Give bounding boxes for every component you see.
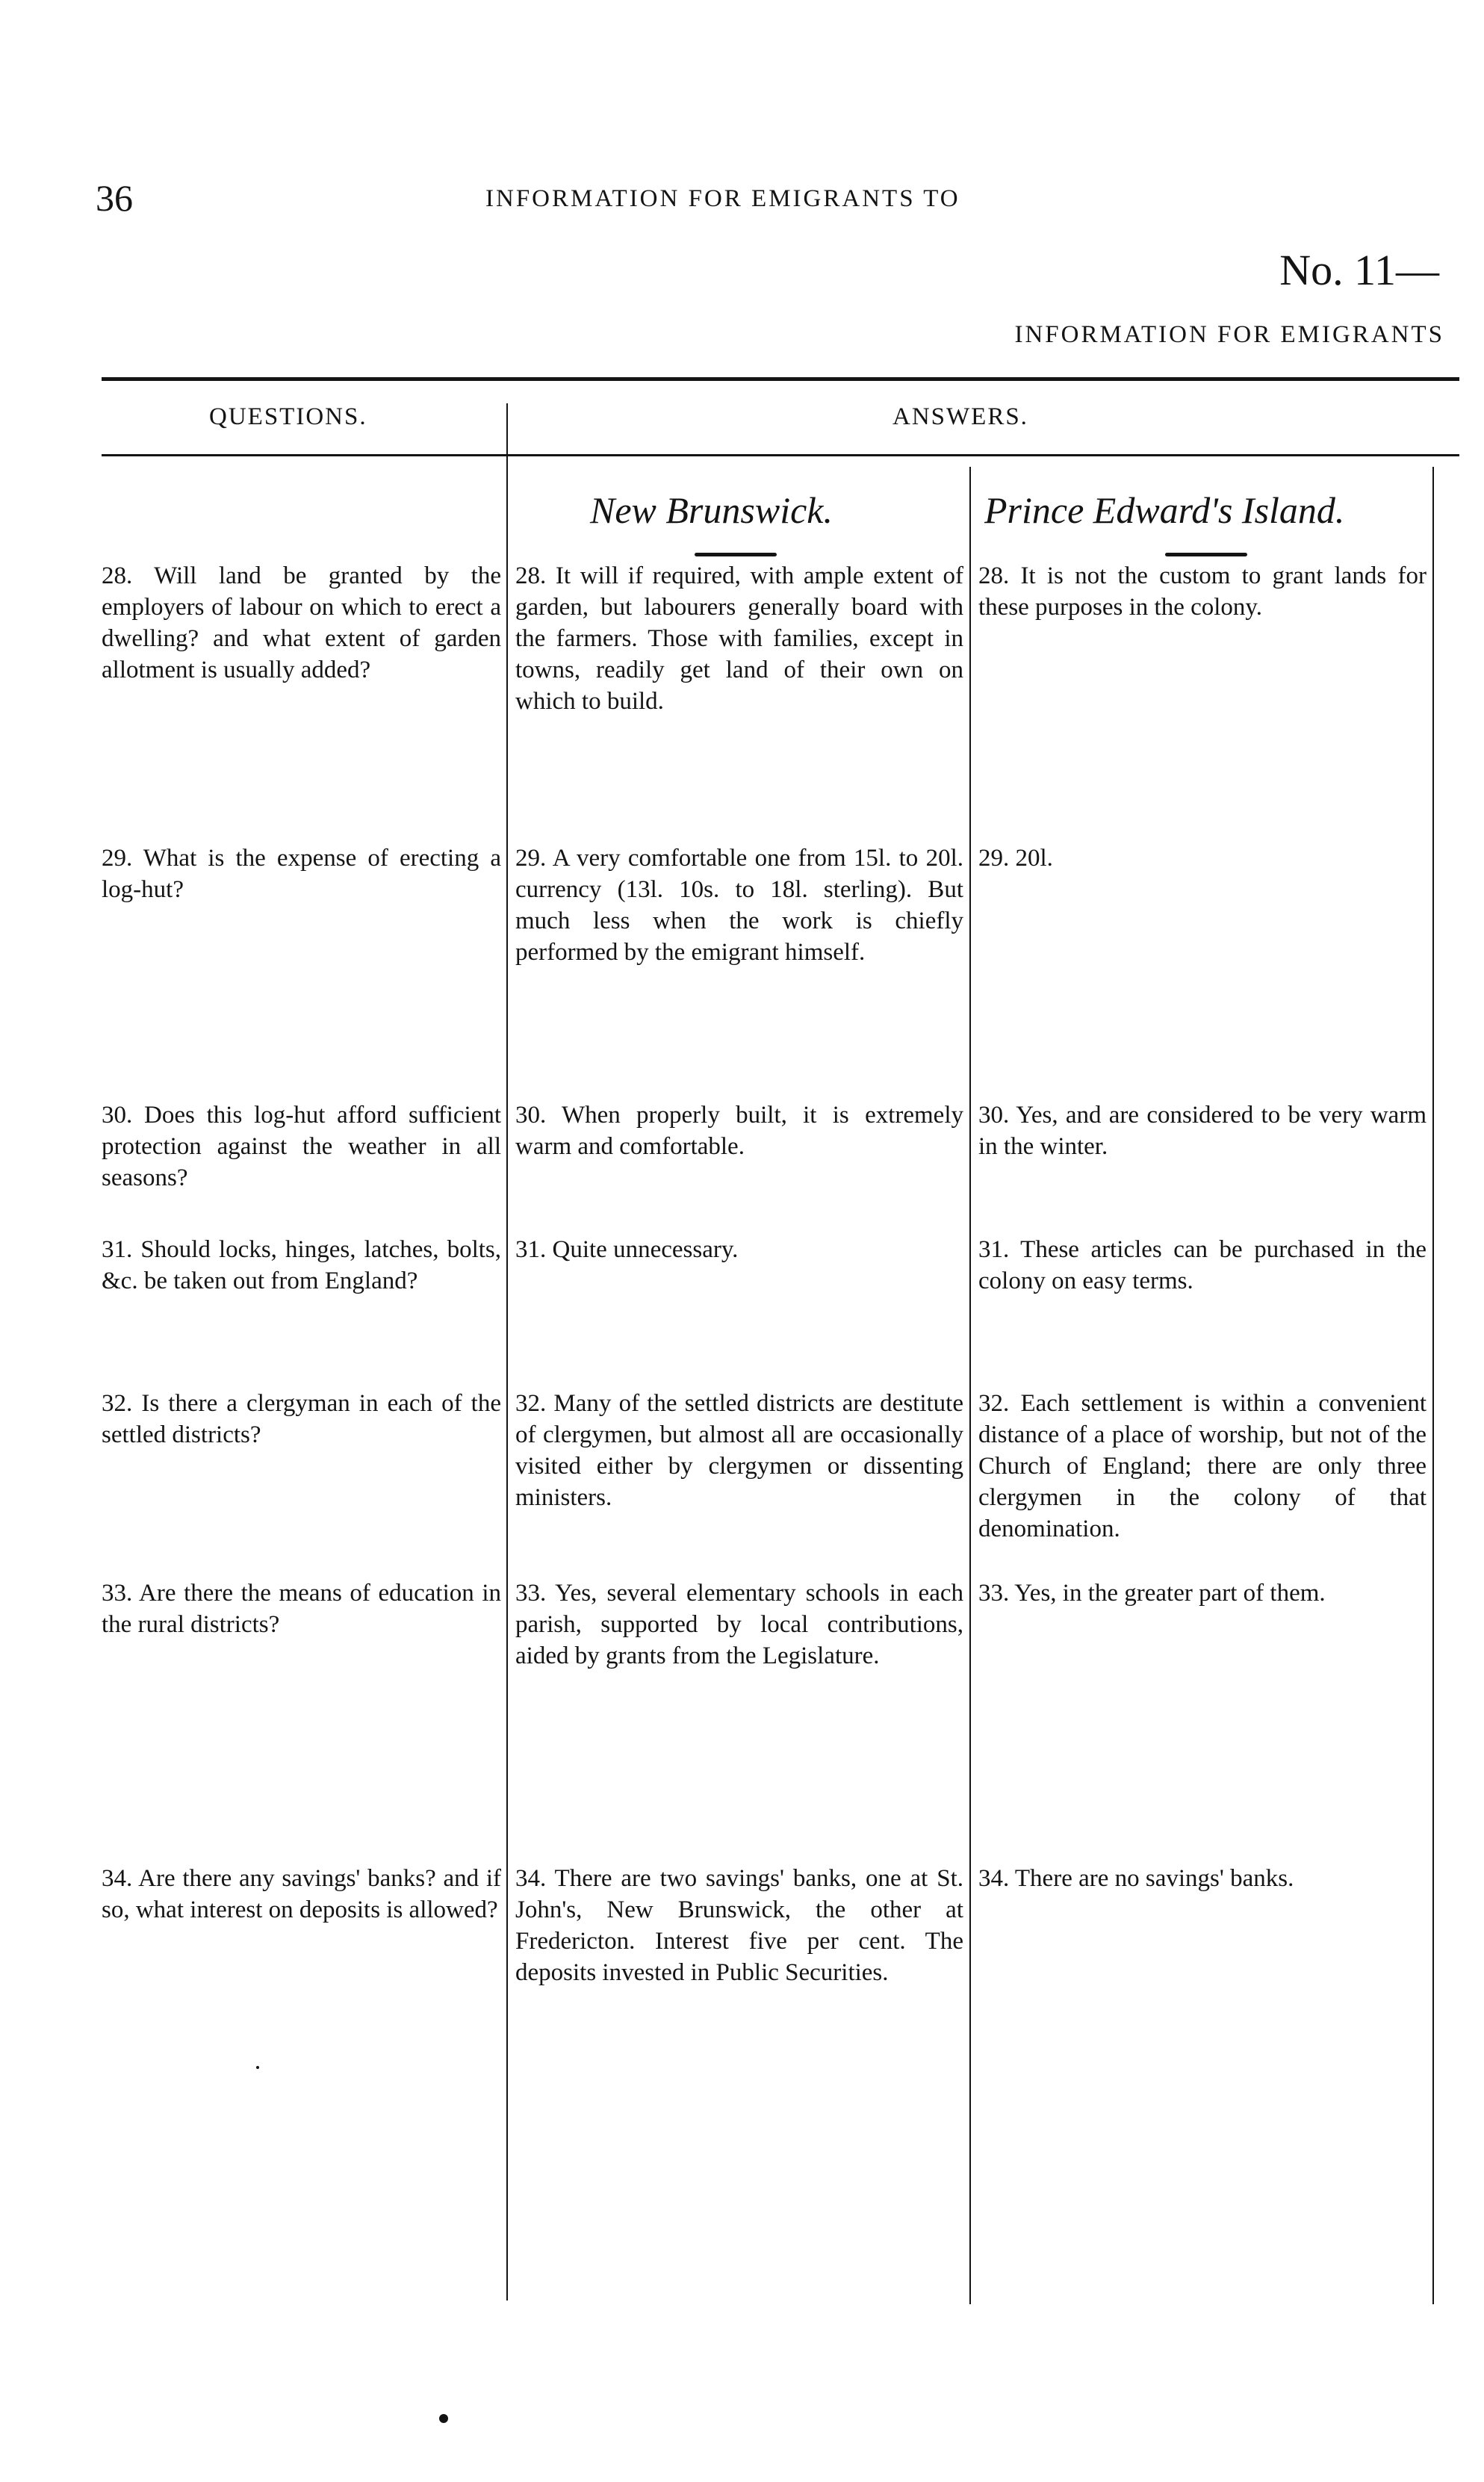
answer-34-new-brunswick: 34. There are two savings' banks, one at St. John's, New Brunswick, the other at Fredericton. Interest five per cent. The deposits invested in Public Securities. bbox=[515, 1865, 963, 1986]
top-rule bbox=[102, 377, 1459, 381]
answer-33-new-brunswick: 33. Yes, several elementary schools in each parish, supported by local contributions, aided by grants from the Legislature. bbox=[515, 1580, 963, 1669]
ink-speck bbox=[256, 2066, 259, 2069]
answer-34-prince-edward-island: 34. There are no savings' banks. bbox=[978, 1865, 1294, 1892]
answer-33-prince-edward-island: 33. Yes, in the greater part of them. bbox=[978, 1580, 1326, 1607]
answers-header: ANSWERS. bbox=[892, 403, 1028, 430]
title-underline bbox=[1165, 553, 1247, 556]
running-head: INFORMATION FOR EMIGRANTS TO bbox=[485, 185, 960, 212]
question-30: 30. Does this log-hut afford sufficient protection against the weather in all seasons? bbox=[102, 1102, 501, 1191]
answer-28-prince-edward-island: 28. It is not the custom to grant lands for these purposes in the colony. bbox=[978, 562, 1426, 621]
answer-28-new-brunswick: 28. It will if required, with ample extent of garden, but labourers generally board with the farmers. Those with families, except in towns, readily get land of their own on which to build. bbox=[515, 562, 963, 715]
new-brunswick-title: New Brunswick. bbox=[590, 489, 833, 531]
question-34: 34. Are there any savings' banks? and if so, what interest on deposits is allowed? bbox=[102, 1865, 501, 1923]
question-31: 31. Should locks, hinges, latches, bolts, &c. be taken out from England? bbox=[102, 1236, 501, 1294]
answer-30-new-brunswick: 30. When properly built, it is extremely warm and comfortable. bbox=[515, 1102, 963, 1160]
right-border bbox=[1432, 467, 1434, 2304]
ink-speck bbox=[439, 2414, 448, 2423]
table-number: No. 11— bbox=[1279, 246, 1439, 294]
answer-31-new-brunswick: 31. Quite unnecessary. bbox=[515, 1236, 739, 1263]
column-divider-answers bbox=[969, 467, 971, 2304]
header-rule bbox=[102, 454, 1459, 456]
prince-edward-island-title: Prince Edward's Island. bbox=[984, 489, 1345, 531]
answer-32-prince-edward-island: 32. Each settlement is within a convenient distance of a place of worship, but not of the Church of England; there are only three clergymen in the colony of that denomination. bbox=[978, 1390, 1426, 1542]
answer-29-new-brunswick: 29. A very comfortable one from 15l. to 20l. currency (13l. 10s. to 18l. sterling). But much less when the work is chiefly performed by the emigrant himself. bbox=[515, 845, 963, 966]
title-underline bbox=[695, 553, 777, 556]
answer-29-prince-edward-island: 29. 20l. bbox=[978, 845, 1053, 872]
question-29: 29. What is the expense of erecting a log-hut? bbox=[102, 845, 501, 903]
answer-31-prince-edward-island: 31. These articles can be purchased in the colony on easy terms. bbox=[978, 1236, 1426, 1294]
answer-30-prince-edward-island: 30. Yes, and are considered to be very warm in the winter. bbox=[978, 1102, 1426, 1160]
question-33: 33. Are there the means of education in the rural districts? bbox=[102, 1580, 501, 1638]
answer-32-new-brunswick: 32. Many of the settled districts are destitute of clergymen, but almost all are occasionally visited either by clergymen or dissenting ministers. bbox=[515, 1390, 963, 1511]
question-28: 28. Will land be granted by the employers of labour on which to erect a dwelling? and what extent of garden allotment is usually added? bbox=[102, 562, 501, 683]
table-subtitle: INFORMATION FOR EMIGRANTS bbox=[1014, 321, 1444, 348]
question-32: 32. Is there a clergyman in each of the settled districts? bbox=[102, 1390, 501, 1448]
column-divider-questions bbox=[506, 403, 508, 2300]
page-number: 36 bbox=[96, 177, 133, 219]
questions-header: QUESTIONS. bbox=[209, 403, 367, 430]
